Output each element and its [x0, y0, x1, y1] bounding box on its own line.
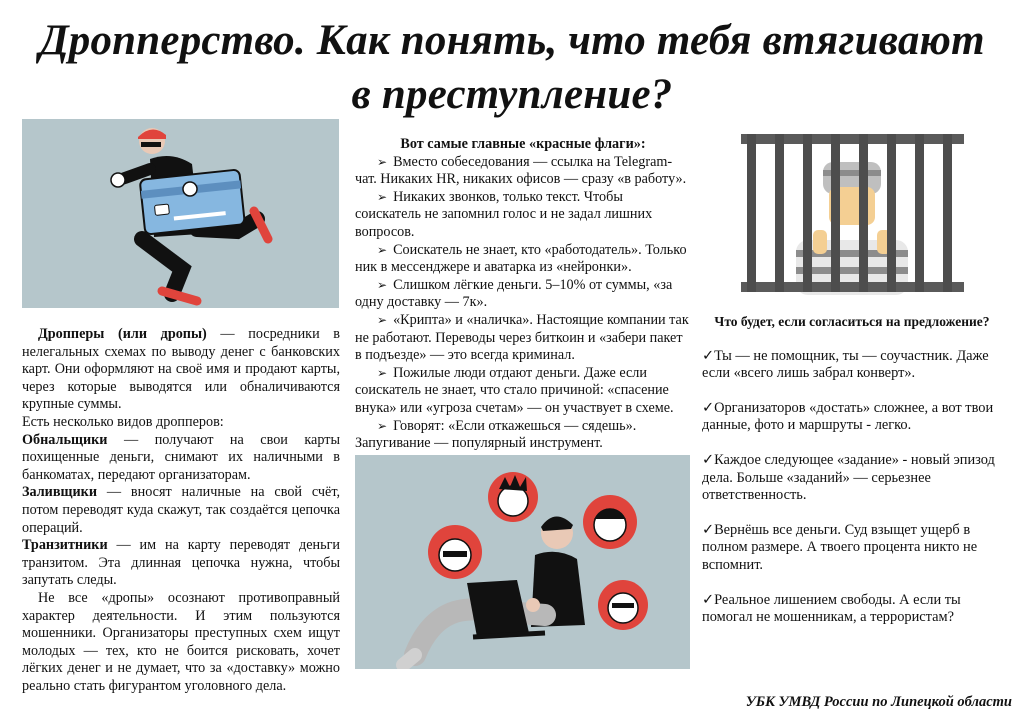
- laptop-scammers-illustration: [355, 455, 690, 669]
- type-item: [22, 537, 340, 590]
- check-icon: ✓: [702, 347, 715, 364]
- red-flags-heading: Вот самые главные «красные флаги»:: [400, 136, 646, 152]
- consequence-item: [702, 592, 1008, 627]
- red-flag-text: Слишком лёгкие деньги. 5–10% от суммы, «за одну доставку — 7к».: [355, 276, 673, 311]
- consequence-text: Вернёшь все деньги. Суд взыщет ущерб в полном размере. А твоего процента никто не вспомнит.: [702, 521, 978, 573]
- left-outro: Не все «дропы» осознают противоправный характер деятельности. И этим пользуются мошенники. Организаторы преступных схем ищут молодых — тех, кто не боится рисковать, хочет лёгких денег и не думает, что за «доставку» можно реально стать фигурантом уголовного дела.: [22, 589, 340, 694]
- consequence-text: Каждое следующее «задание» - новый эпизод дела. Больше «заданий» — серьезнее ответственность.: [702, 451, 995, 504]
- thief-card-illustration: [22, 119, 339, 308]
- type-term: Транзитники: [22, 537, 108, 554]
- red-flag-text: Соискатель не знает, кто «работодатель». Только ник в мессенджере и аватарка из «нейронки».: [355, 241, 687, 276]
- type-term: Обнальщики: [22, 431, 108, 448]
- consequence-text: Реальное лишением свободы. А если ты помогал не мошенникам, а террористам?: [702, 591, 961, 626]
- check-icon: ✓: [702, 399, 715, 416]
- type-term: Заливщики: [22, 484, 98, 501]
- arrow-bullet-icon: ➢: [377, 189, 388, 204]
- red-flag-text: Говорят: «Если откажешься — сядешь». Запугивание — популярный инструмент.: [355, 417, 637, 452]
- red-flag-text: «Крипта» и «наличка». Настоящие компании так не работают. Переводы через биткоин и «забери пакет в подъезде» — это всегда криминал.: [355, 311, 689, 364]
- red-flag-text: Пожилые люди отдают деньги. Даже если соискатель не знает, что стало причиной: «спасение внука» или «угроза счетам» — он участвует в схеме.: [355, 364, 674, 416]
- consequence-text: Организаторов «достать» сложнее, а вот твои данные, фото и маршруты - легко.: [702, 399, 994, 434]
- dropper-definition-text: — посредники в нелегальных схемах по выводу денег с банковских карт. Они оформляют на своё имя и продают карты, через которые выводятся или обналичиваются крупные суммы.: [22, 326, 340, 413]
- red-flag-item: [355, 189, 691, 242]
- title-line-2: в преступление?: [351, 71, 673, 118]
- red-flag-text: Вместо собеседования — ссылка на Telegram-чат. Никаких HR, никаких офисов — сразу «в работу».: [355, 153, 687, 188]
- red-flag-item: [355, 418, 691, 453]
- type-text: — вносят наличные на свой счёт, потом переводят куда скажут, так создаётся цепочка операций.: [22, 484, 340, 536]
- red-flag-item: [355, 277, 691, 312]
- title-line-1: Дропперство. Как понять, что тебя втягивают: [39, 17, 985, 64]
- check-icon: ✓: [702, 521, 715, 538]
- right-column: [702, 313, 1008, 644]
- type-text: — им на карту переводят деньги транзитом. Эта длинная цепочка нужна, чтобы запутать следы.: [22, 537, 340, 589]
- type-text: — получают на свои карты похищенные деньги, снимают их наличными в банкоматах, передают организаторам.: [22, 431, 340, 483]
- arrow-bullet-icon: ➢: [377, 365, 388, 380]
- type-item: [22, 432, 340, 485]
- arrow-bullet-icon: ➢: [377, 418, 388, 433]
- footer-organization: УБК УМВД России по Липецкой области: [745, 694, 1012, 710]
- left-column: [22, 326, 340, 695]
- middle-column: [355, 136, 691, 453]
- red-flag-text: Никаких звонков, только текст. Чтобы соискатель не запомнил голос и не задал лишних вопросов.: [355, 188, 653, 240]
- red-flag-item: [355, 154, 691, 189]
- consequence-item: [702, 400, 1008, 435]
- consequence-item: [702, 522, 1008, 575]
- consequences-heading: Что будет, если согласиться на предложение?: [714, 314, 990, 329]
- check-icon: ✓: [702, 451, 715, 468]
- consequence-item: [702, 452, 1008, 505]
- check-icon: ✓: [702, 591, 715, 608]
- red-flag-item: [355, 242, 691, 277]
- consequence-item: [702, 348, 1008, 383]
- arrow-bullet-icon: ➢: [377, 277, 388, 292]
- consequence-text: Ты — не помощник, ты — соучастник. Даже если «всего лишь забрал конверт».: [702, 347, 989, 382]
- arrow-bullet-icon: ➢: [377, 242, 388, 257]
- arrow-bullet-icon: ➢: [377, 154, 388, 169]
- dropper-definition: [22, 326, 340, 414]
- arrow-bullet-icon: ➢: [377, 312, 388, 327]
- types-heading: Есть несколько видов дропперов:: [22, 413, 224, 430]
- page-title: [0, 14, 1024, 122]
- red-flag-item: [355, 312, 691, 365]
- dropper-term: Дропперы (или дропы): [38, 326, 207, 342]
- prisoner-bars-illustration: [741, 132, 964, 295]
- type-item: [22, 484, 340, 537]
- red-flag-item: [355, 365, 691, 418]
